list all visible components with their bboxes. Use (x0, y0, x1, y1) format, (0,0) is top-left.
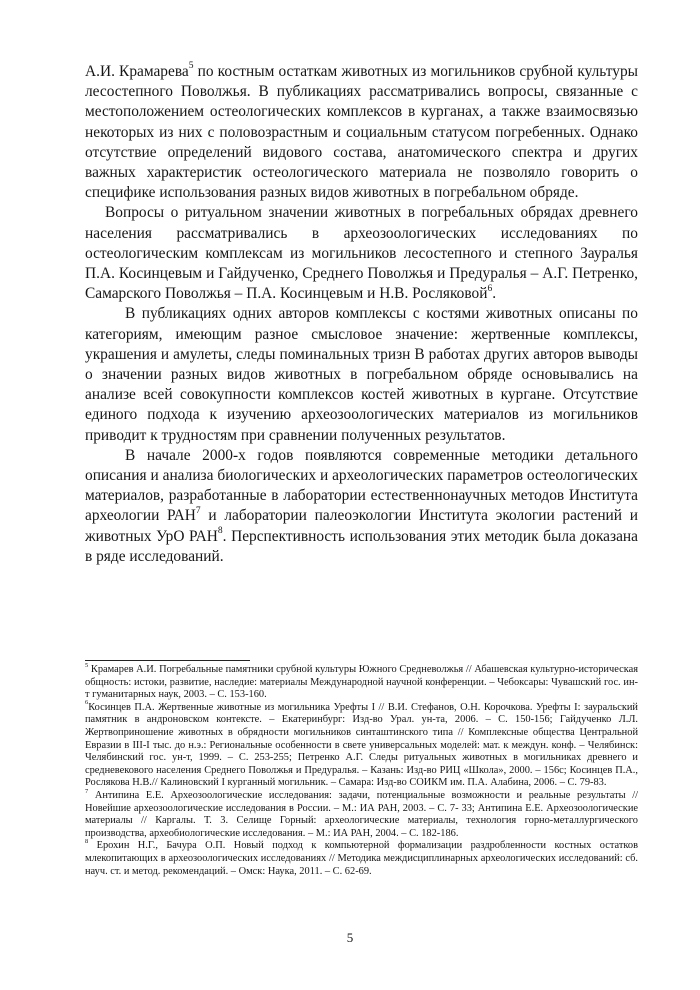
footnote-text: Косинцев П.А. Жертвенные животные из могильника Урефты I // В.И. Стефанов, О.Н. Корочкова. Урефты I: зауральский памятник в андроновском контексте. – Екатеринбург: Изд-во Урал. ун-та, 2006. – С. 150-156; Гайдученко Л.Л. Жертвоприношение животных в обрядности могильников синташтинского типа // Комплексные общества Центральной Евразии в III-I тыс. до н.э.: Региональные особенности в свете универсальных моделей: мат. к междун. конф. – Челябинск: Челябинский гос. ун-т, 1999. – С. 253-255; Петренко А.Г. Следы ритуальных животных в могильниках древнего и средневекового населения Среднего Поволжья и Предуралья. – Казань: Изд-во РИЦ «Школа», 2000. – 156с; Косинцев П.А., Рослякова Н.В.// Калиновский I курганный могильник. – Самара: Изд-во СОИКМ им. П.А. Алабина, 2006. – С. 79-83. (85, 701, 638, 789)
text-run: . (492, 285, 497, 303)
footnote-5 (85, 661, 638, 702)
paragraph-1 (85, 62, 638, 203)
footnote-separator (85, 660, 250, 661)
main-text (85, 62, 638, 567)
text-run: А.И. Крамарева (85, 63, 189, 80)
text-run: по костным остаткам животных из могильников срубной культуры лесостепного Поволжья. В публикациях рассматривались вопросы, связанные с местоположением остеологических комплексов в курганах, а также взаимосвязью некоторых из них с половозрастным и социальным статусом погребенных. Однако отсутствие определений видового состава, анатомического спектра и других важных характеристик остеологического материала не позволяло говорить о специфике использования разных видов животных в погребальном обряде. (85, 63, 638, 202)
page-number: 5 (346, 930, 354, 945)
footnotes (85, 661, 638, 878)
footnote-8 (85, 837, 638, 878)
text-run: В публикациях одних авторов комплексы с костями животных описаны по категориям, имеющим разное смысловое значение: жертвенные комплексы, украшения и амулеты, следы поминальных тризн В работах других авторов выводы о значении разных видов животных в погребальном обряде основывались на анализе всей совокупности комплексов костей животных в кургане. Отсутствие единого подхода к изучению археозоологических материалов из могильников приводит к трудностям при сравнении полученных результатов. (85, 305, 638, 444)
paragraph-3 (85, 304, 638, 445)
footnote-reference[interactable]: 6 (487, 282, 493, 294)
footnote-reference[interactable]: 8 (217, 525, 223, 537)
footnote-mark: 7 (85, 787, 89, 795)
footnote-6 (85, 699, 638, 790)
text-run: . Перспективность использования этих методик была доказана в ряде исследований. (85, 527, 638, 565)
footnote-mark: 8 (85, 837, 89, 845)
footnote-text: Крамарев А.И. Погребальные памятники срубной культуры Южного Средневолжья // Абашевская культурно-историческая общность: истоки, развитие, наследие: материалы Международной научной конференции. – Чебоксары: Чувашский гос. ин-т гуманитарных наук, 2003. – С. 153-160. (85, 664, 638, 701)
text-run: Вопросы о ритуальном значении животных в погребальных обрядах древнего населения рассматривались в археозоологических исследованиях по остеологическим комплексам из могильников лесостепного и степного Зауралья П.А. Косинцевым и Гайдученко, Среднего Поволжья и Предуралья – А.Г. Петренко, Самарского Поволжья – П.А. Косинцевым и Н.В. Росляковой (85, 204, 638, 303)
footnote-text: Антипина Е.Е. Археозоологические исследования: задачи, потенциальные возможности и реальные результаты // Новейшие археозоологические исследования в России. – М.: ИА РАН, 2003. – С. 7- 33; Антипина Е.Е. Археозоологические материалы // Каргалы. Т. 3. Селище Горный: археологические материалы, технология горно-металлургического производства, археобиологические исследования. – М.: ИА РАН, 2004. – С. 182-186. (85, 789, 638, 839)
footnote-mark: 5 (85, 661, 89, 669)
footnote-mark: 6 (85, 699, 89, 707)
footnote-text: Ерохин Н.Г., Бачура О.П. Новый подход к компьютерной формализации раздробленности костных остатков млекопитающих в археозоологических исследованиях // Методика междисциплинарных археологических исследований: сб. науч. ст. и метод. рекомендаций. – Омск: Наука, 2011. – С. 62-69. (85, 840, 638, 877)
text-run: и лаборатории палеоэкологии Института экологии растений и животных УрО РАН (85, 507, 638, 545)
text-run: В начале 2000-х годов появляются современные методики детального описания и анализа биологических и археологических параметров остеологических материалов, разработанные в лаборатории естественнонаучных методов Института археологии РАН (85, 446, 638, 525)
footnote-reference[interactable]: 5 (188, 60, 194, 72)
paragraph-2 (85, 203, 638, 304)
paragraph-4 (85, 446, 638, 567)
footnote-7 (85, 787, 638, 840)
footnote-reference[interactable]: 7 (195, 504, 201, 516)
